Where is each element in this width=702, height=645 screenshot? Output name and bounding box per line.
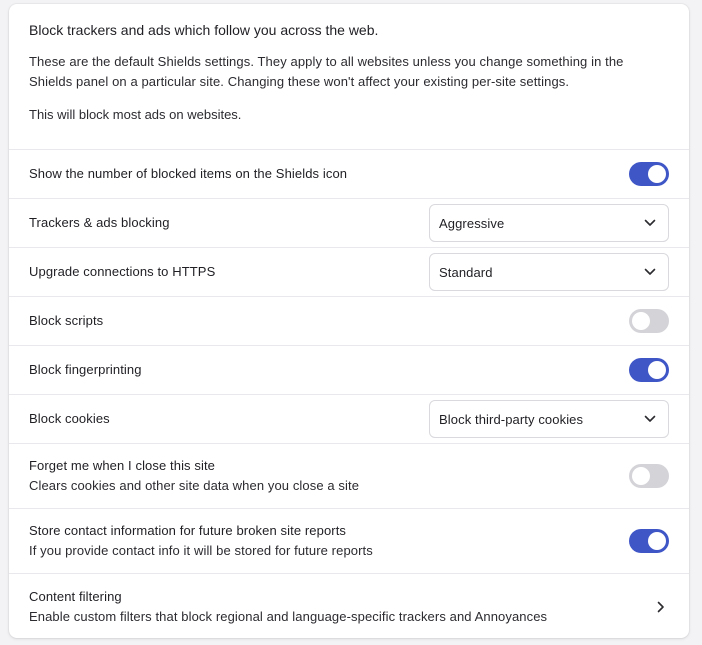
forget-me-toggle[interactable] bbox=[629, 464, 669, 488]
header-title: Block trackers and ads which follow you across the web. bbox=[29, 22, 379, 38]
show-count-toggle[interactable] bbox=[629, 162, 669, 186]
setting-sublabel-content-filtering: Enable custom filters that block regional and language-specific trackers and Annoyances bbox=[29, 608, 548, 624]
trackers-ads-select[interactable] bbox=[429, 204, 669, 242]
block-fingerprinting-toggle[interactable] bbox=[629, 358, 669, 382]
chevron-down-icon bbox=[644, 268, 656, 276]
setting-row-show-count bbox=[9, 150, 689, 199]
toggle-knob bbox=[648, 532, 666, 550]
toggle-knob bbox=[632, 467, 650, 485]
block-scripts-toggle[interactable] bbox=[629, 309, 669, 333]
setting-sublabel-store-contact: If you provide contact info it will be stored for future reports bbox=[29, 543, 373, 558]
setting-row-store-contact bbox=[9, 509, 689, 574]
setting-text-store-contact bbox=[29, 521, 373, 561]
setting-text-content-filtering bbox=[29, 587, 547, 627]
setting-row-https-upgrade bbox=[9, 248, 689, 297]
store-contact-toggle[interactable] bbox=[629, 529, 669, 553]
setting-label-content-filtering: Content filtering bbox=[29, 588, 122, 604]
setting-row-block-scripts bbox=[9, 297, 689, 346]
setting-row-forget-me bbox=[9, 444, 689, 509]
setting-text-forget-me bbox=[29, 456, 359, 496]
setting-label-show-count: Show the number of blocked items on the Shields icon bbox=[29, 166, 348, 181]
https-upgrade-select-value: Standard bbox=[439, 264, 493, 280]
chevron-right-icon[interactable] bbox=[657, 601, 665, 613]
setting-label-forget-me: Forget me when I close this site bbox=[29, 458, 215, 473]
setting-label-block-cookies: Block cookies bbox=[29, 411, 110, 426]
setting-row-trackers-ads bbox=[9, 199, 689, 248]
shields-settings-card bbox=[9, 4, 689, 638]
setting-label-store-contact: Store contact information for future broken site reports bbox=[29, 523, 347, 538]
toggle-knob bbox=[632, 312, 650, 330]
block-cookies-select[interactable] bbox=[429, 400, 669, 438]
setting-row-block-cookies bbox=[9, 395, 689, 444]
https-upgrade-select[interactable] bbox=[429, 253, 669, 291]
block-cookies-select-value: Block third-party cookies bbox=[439, 411, 584, 427]
header-note: This will block most ads on websites. bbox=[29, 107, 242, 122]
setting-label-block-fingerprinting: Block fingerprinting bbox=[29, 362, 142, 377]
toggle-knob bbox=[648, 165, 666, 183]
toggle-knob bbox=[648, 361, 666, 379]
chevron-down-icon bbox=[644, 415, 656, 423]
setting-label-https-upgrade: Upgrade connections to HTTPS bbox=[29, 264, 216, 279]
setting-label-trackers-ads: Trackers & ads blocking bbox=[29, 215, 170, 230]
setting-row-block-fingerprinting bbox=[9, 346, 689, 395]
trackers-ads-select-value: Aggressive bbox=[439, 215, 505, 231]
setting-sublabel-forget-me: Clears cookies and other site data when you close a site bbox=[29, 478, 360, 493]
header-description: These are the default Shields settings. They apply to all websites unless you change something in the Shields panel on a particular site. Changing these won't affect your existing per-site settings. bbox=[29, 54, 624, 89]
setting-label-block-scripts: Block scripts bbox=[29, 313, 104, 328]
setting-row-content-filtering[interactable] bbox=[9, 574, 689, 638]
chevron-down-icon bbox=[644, 219, 656, 227]
shields-settings-header bbox=[9, 4, 689, 150]
